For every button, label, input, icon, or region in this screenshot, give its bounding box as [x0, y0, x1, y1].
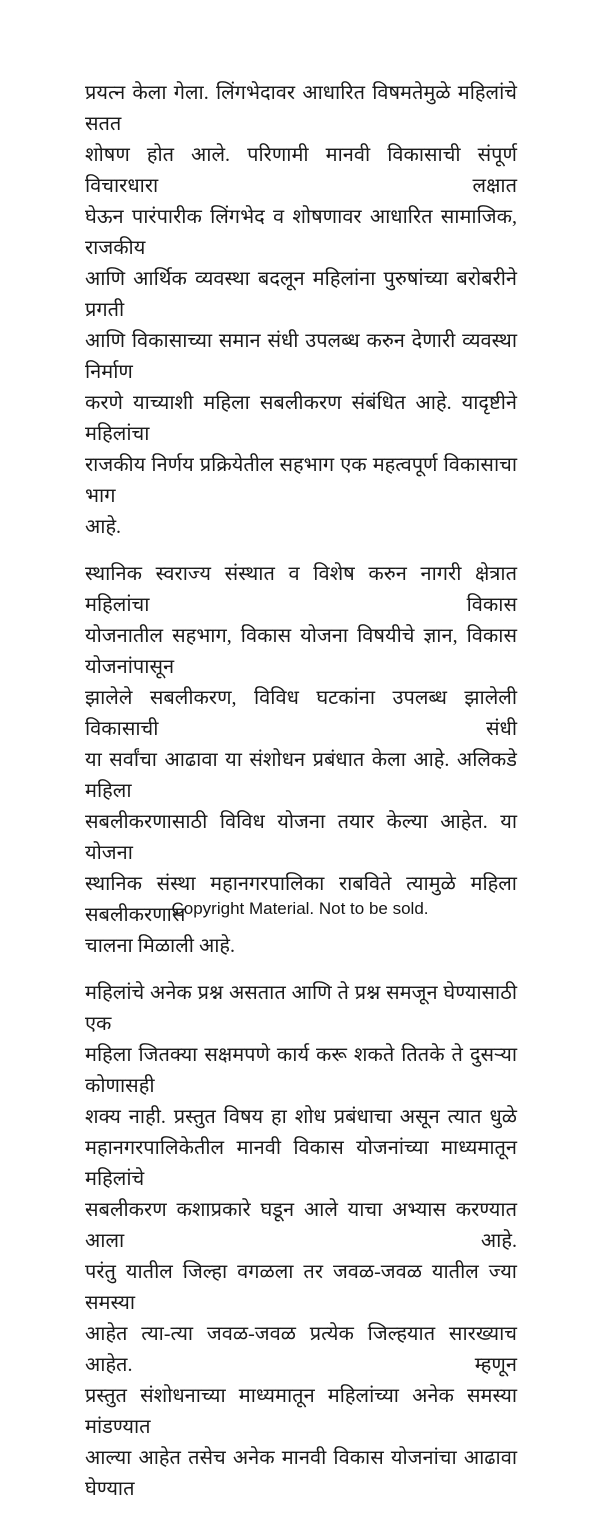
text-line: चालना मिळाली आहे.	[85, 935, 236, 957]
text-line: या सर्वांचा आढावा या संशोधन प्रबंधात केला आहे. अलिकडे महिला	[85, 749, 517, 802]
text-line: महानगरपालिकेतील मानवी विकास योजनांच्या माध्यमातून महिलांचे	[85, 1137, 517, 1190]
text-line: आणि विकासाच्या समान संधी उपलब्ध करुन देणारी व्यवस्था निर्माण	[85, 330, 517, 383]
text-line: सबलीकरण कशाप्रकारे घडून आले याचा अभ्यास करण्यात आला आहे.	[85, 1199, 517, 1252]
text-line: परंतु यातील जिल्हा वगळला तर जवळ-जवळ यातील ज्या समस्या	[85, 1261, 517, 1314]
text-line: राजकीय निर्णय प्रक्रियेतील सहभाग एक महत्वपूर्ण विकासाचा भाग	[85, 454, 517, 507]
text-line: आणि आर्थिक व्यवस्था बदलून महिलांना पुरुषांच्या बरोबरीने प्रगती	[85, 268, 517, 321]
text-line: आहेत त्या-त्या जवळ-जवळ प्रत्येक जिल्हयात सारख्याच आहेत. म्हणून	[85, 1323, 517, 1376]
text-line: महिलांचे अनेक प्रश्न असतात आणि ते प्रश्न समजून घेण्यासाठी एक	[85, 982, 517, 1035]
text-line: प्रस्तुत संशोधनाच्या माध्यमातून महिलांच्या अनेक समस्या मांडण्यात	[85, 1385, 517, 1438]
text-line: घेऊन पारंपारीक लिंगभेद व शोषणावर आधारित सामाजिक, राजकीय	[85, 206, 517, 259]
body-text	[85, 78, 517, 1521]
text-line: करणे याच्याशी महिला सबलीकरण संबंधित आहे. यादृष्टीने महिलांचा	[85, 392, 517, 445]
text-line: आहे.	[85, 516, 122, 538]
text-line: प्रयत्न केला गेला. लिंगभेदावर आधारित विषमतेमुळे महिलांचे सतत	[85, 82, 517, 135]
text-line: योजनातील सहभाग, विकास योजना विषयीचे ज्ञान, विकास योजनांपासून	[85, 625, 517, 678]
text-line: झालेले सबलीकरण, विविध घटकांना उपलब्ध झालेली विकासाची संधी	[85, 687, 517, 740]
paragraph-1	[85, 78, 517, 543]
text-line: आल्या आहेत तसेच अनेक मानवी विकास योजनांचा आढावा घेण्यात	[85, 1447, 517, 1500]
text-line: शोषण होत आले. परिणामी मानवी विकासाची संपूर्ण विचारधारा लक्षात	[85, 144, 517, 197]
paragraph-3	[85, 978, 517, 1505]
text-line: शक्य नाही. प्रस्तुत विषय हा शोध प्रबंधाचा असून त्यात धुळे	[85, 1106, 517, 1128]
text-line: सबलीकरणासाठी विविध योजना तयार केल्या आहेत. या योजना	[85, 811, 517, 864]
text-line: महिला जितक्या सक्षमपणे कार्य करू शकते तितके ते दुसऱ्या कोणासही	[85, 1044, 517, 1097]
text-line: स्थानिक संस्था महानगरपालिका राबविते त्यामुळे महिला सबलीकरणास	[85, 873, 517, 926]
copyright-footer: Copyright Material. Not to be sold.	[171, 899, 429, 918]
text-line: स्थानिक स्वराज्य संस्थात व विशेष करुन नागरी क्षेत्रात महिलांचा विकास	[85, 563, 517, 616]
